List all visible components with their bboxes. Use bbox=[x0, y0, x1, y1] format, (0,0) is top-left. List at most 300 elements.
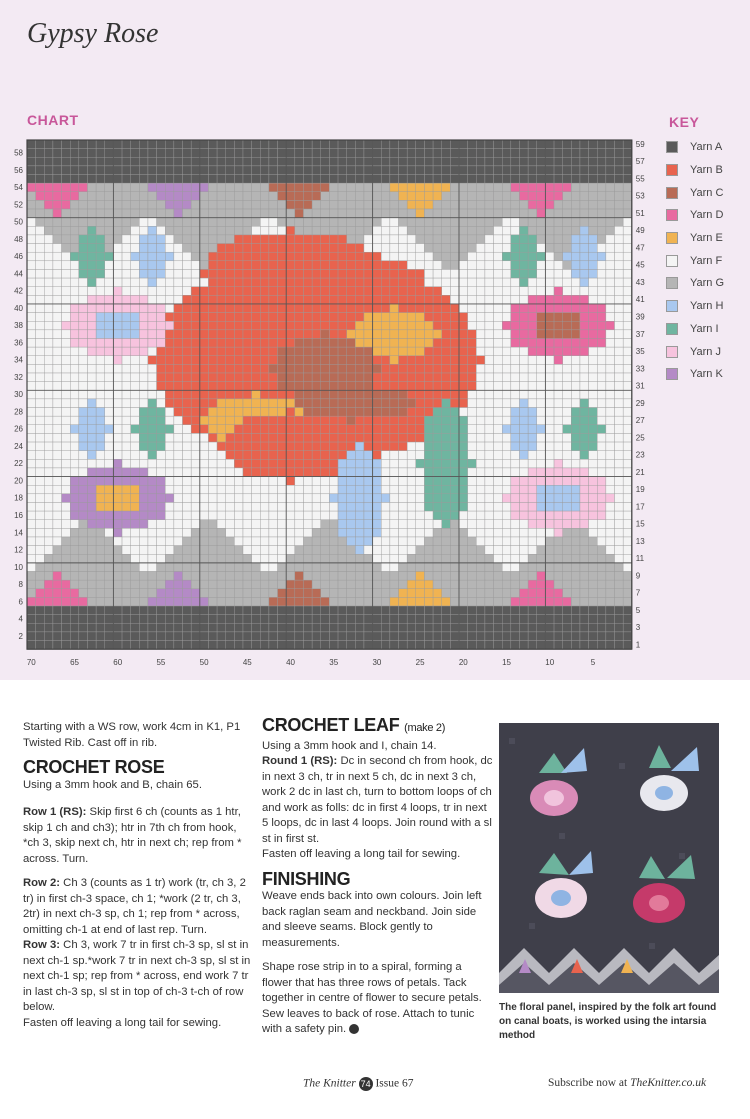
chart-cell bbox=[597, 347, 606, 356]
chart-cell bbox=[148, 390, 157, 399]
chart-cell bbox=[70, 382, 79, 391]
chart-cell bbox=[580, 623, 589, 632]
chart-cell bbox=[589, 218, 598, 227]
website-link[interactable]: TheKnitter.co.uk bbox=[630, 1077, 707, 1089]
axis-tick-label: 42 bbox=[14, 286, 23, 296]
chart-cell bbox=[390, 641, 399, 650]
chart-cell bbox=[537, 408, 546, 417]
chart-cell bbox=[390, 382, 399, 391]
chart-cell bbox=[36, 520, 45, 529]
chart-cell bbox=[303, 218, 312, 227]
chart-cell bbox=[416, 563, 425, 572]
chart-cell bbox=[321, 200, 330, 209]
chart-cell bbox=[623, 390, 632, 399]
chart-cell bbox=[468, 390, 477, 399]
chart-cell bbox=[597, 502, 606, 511]
chart-cell bbox=[260, 140, 269, 149]
chart-cell bbox=[381, 537, 390, 546]
chart-cell bbox=[165, 563, 174, 572]
chart-cell bbox=[338, 572, 347, 581]
yarn-label: Yarn E bbox=[690, 232, 723, 245]
chart-cell bbox=[131, 494, 140, 503]
chart-cell bbox=[485, 485, 494, 494]
chart-cell bbox=[131, 502, 140, 511]
chart-cell bbox=[226, 606, 235, 615]
chart-cell bbox=[286, 425, 295, 434]
chart-cell bbox=[442, 382, 451, 391]
chart-cell bbox=[407, 632, 416, 641]
chart-cell bbox=[27, 425, 36, 434]
chart-cell bbox=[537, 390, 546, 399]
chart-cell bbox=[200, 537, 209, 546]
chart-cell bbox=[442, 218, 451, 227]
chart-cell bbox=[571, 295, 580, 304]
chart-cell bbox=[105, 218, 114, 227]
chart-cell bbox=[554, 606, 563, 615]
chart-cell bbox=[623, 416, 632, 425]
chart-cell bbox=[113, 390, 122, 399]
chart-cell bbox=[623, 382, 632, 391]
yarn-label: Yarn I bbox=[690, 322, 719, 335]
chart-cell bbox=[234, 166, 243, 175]
chart-cell bbox=[269, 589, 278, 598]
chart-cell bbox=[139, 408, 148, 417]
chart-cell bbox=[545, 580, 554, 589]
yarn-swatch bbox=[666, 277, 678, 289]
chart-cell bbox=[606, 502, 615, 511]
chart-cell bbox=[96, 494, 105, 503]
chart-cell bbox=[537, 252, 546, 261]
chart-cell bbox=[260, 347, 269, 356]
chart-cell bbox=[148, 252, 157, 261]
chart-cell bbox=[338, 304, 347, 313]
chart-cell bbox=[580, 554, 589, 563]
chart-cell bbox=[364, 313, 373, 322]
key-item bbox=[666, 318, 746, 341]
chart-cell bbox=[373, 597, 382, 606]
chart-cell bbox=[615, 226, 624, 235]
chart-cell bbox=[606, 364, 615, 373]
chart-cell bbox=[295, 252, 304, 261]
chart-cell bbox=[399, 157, 408, 166]
chart-cell bbox=[355, 321, 364, 330]
chart-cell bbox=[407, 166, 416, 175]
chart-cell bbox=[554, 261, 563, 270]
chart-cell bbox=[589, 157, 598, 166]
chart-cell bbox=[537, 330, 546, 339]
chart-cell bbox=[442, 511, 451, 520]
chart-cell bbox=[416, 295, 425, 304]
chart-cell bbox=[200, 425, 209, 434]
chart-cell bbox=[79, 494, 88, 503]
chart-cell bbox=[606, 209, 615, 218]
chart-cell bbox=[373, 209, 382, 218]
chart-cell bbox=[79, 572, 88, 581]
chart-cell bbox=[105, 209, 114, 218]
chart-cell bbox=[329, 520, 338, 529]
chart-cell bbox=[519, 382, 528, 391]
chart-cell bbox=[519, 580, 528, 589]
chart-cell bbox=[459, 373, 468, 382]
chart-cell bbox=[338, 382, 347, 391]
chart-cell bbox=[433, 269, 442, 278]
chart-cell bbox=[502, 408, 511, 417]
chart-cell bbox=[96, 200, 105, 209]
chart-cell bbox=[278, 140, 287, 149]
chart-cell bbox=[424, 183, 433, 192]
chart-cell bbox=[191, 287, 200, 296]
chart-cell bbox=[606, 433, 615, 442]
chart-cell bbox=[597, 252, 606, 261]
chart-cell bbox=[157, 632, 166, 641]
chart-cell bbox=[269, 321, 278, 330]
chart-cell bbox=[87, 261, 96, 270]
chart-cell bbox=[157, 261, 166, 270]
chart-cell bbox=[174, 442, 183, 451]
chart-cell bbox=[70, 373, 79, 382]
chart-cell bbox=[286, 580, 295, 589]
chart-cell bbox=[174, 597, 183, 606]
chart-cell bbox=[165, 183, 174, 192]
chart-cell bbox=[53, 563, 62, 572]
chart-cell bbox=[485, 451, 494, 460]
chart-cell bbox=[476, 287, 485, 296]
chart-cell bbox=[191, 321, 200, 330]
chart-cell bbox=[329, 287, 338, 296]
chart-cell bbox=[615, 373, 624, 382]
chart-cell bbox=[459, 278, 468, 287]
chart-cell bbox=[347, 149, 356, 158]
chart-cell bbox=[260, 313, 269, 322]
chart-cell bbox=[502, 157, 511, 166]
chart-cell bbox=[537, 166, 546, 175]
chart-cell bbox=[217, 261, 226, 270]
key-item bbox=[666, 136, 746, 159]
chart-cell bbox=[243, 606, 252, 615]
chart-cell bbox=[554, 554, 563, 563]
chart-cell bbox=[563, 468, 572, 477]
chart-cell bbox=[183, 364, 192, 373]
chart-cell bbox=[122, 632, 131, 641]
chart-cell bbox=[208, 200, 217, 209]
chart-cell bbox=[312, 149, 321, 158]
chart-cell bbox=[208, 356, 217, 365]
chart-cell bbox=[519, 451, 528, 460]
chart-cell bbox=[606, 149, 615, 158]
chart-cell bbox=[122, 183, 131, 192]
chart-cell bbox=[442, 451, 451, 460]
chart-cell bbox=[70, 546, 79, 555]
chart-cell bbox=[234, 200, 243, 209]
chart-cell bbox=[70, 641, 79, 650]
chart-cell bbox=[329, 278, 338, 287]
chart-cell bbox=[468, 226, 477, 235]
chart-cell bbox=[545, 485, 554, 494]
chart-cell bbox=[165, 382, 174, 391]
chart-cell bbox=[450, 425, 459, 434]
chart-cell bbox=[62, 192, 71, 201]
chart-cell bbox=[131, 528, 140, 537]
chart-cell bbox=[303, 175, 312, 184]
chart-cell bbox=[433, 597, 442, 606]
chart-cell bbox=[53, 244, 62, 253]
chart-cell bbox=[373, 442, 382, 451]
chart-cell bbox=[303, 572, 312, 581]
chart-cell bbox=[105, 433, 114, 442]
chart-cell bbox=[157, 356, 166, 365]
chart-cell bbox=[381, 641, 390, 650]
chart-cell bbox=[260, 623, 269, 632]
chart-cell bbox=[571, 546, 580, 555]
chart-cell bbox=[450, 572, 459, 581]
chart-cell bbox=[208, 408, 217, 417]
chart-cell bbox=[226, 451, 235, 460]
chart-cell bbox=[44, 157, 53, 166]
chart-cell bbox=[243, 287, 252, 296]
chart-cell bbox=[468, 615, 477, 624]
chart-cell bbox=[329, 597, 338, 606]
chart-cell bbox=[27, 192, 36, 201]
chart-cell bbox=[347, 166, 356, 175]
chart-cell bbox=[347, 528, 356, 537]
chart-cell bbox=[131, 451, 140, 460]
chart-cell bbox=[303, 364, 312, 373]
chart-cell bbox=[545, 433, 554, 442]
chart-cell bbox=[27, 235, 36, 244]
chart-cell bbox=[105, 572, 114, 581]
chart-cell bbox=[234, 615, 243, 624]
chart-cell bbox=[87, 140, 96, 149]
chart-cell bbox=[96, 192, 105, 201]
chart-cell bbox=[252, 261, 261, 270]
chart-cell bbox=[338, 606, 347, 615]
chart-cell bbox=[433, 451, 442, 460]
chart-cell bbox=[545, 364, 554, 373]
chart-cell bbox=[243, 166, 252, 175]
chart-cell bbox=[157, 244, 166, 253]
chart-cell bbox=[269, 347, 278, 356]
chart-cell bbox=[468, 321, 477, 330]
chart-cell bbox=[554, 356, 563, 365]
chart-cell bbox=[191, 218, 200, 227]
chart-cell bbox=[623, 468, 632, 477]
chart-cell bbox=[200, 563, 209, 572]
chart-cell bbox=[571, 364, 580, 373]
chart-cell bbox=[36, 192, 45, 201]
chart-cell bbox=[113, 347, 122, 356]
chart-cell bbox=[243, 175, 252, 184]
chart-cell bbox=[79, 373, 88, 382]
chart-cell bbox=[615, 287, 624, 296]
chart-cell bbox=[96, 606, 105, 615]
chart-cell bbox=[433, 175, 442, 184]
chart-cell bbox=[252, 166, 261, 175]
chart-cell bbox=[424, 425, 433, 434]
chart-cell bbox=[502, 597, 511, 606]
chart-cell bbox=[407, 269, 416, 278]
chart-cell bbox=[468, 261, 477, 270]
chart-cell bbox=[485, 295, 494, 304]
chart-cell bbox=[407, 226, 416, 235]
chart-cell bbox=[606, 477, 615, 486]
chart-cell bbox=[191, 261, 200, 270]
chart-cell bbox=[338, 356, 347, 365]
chart-cell bbox=[122, 157, 131, 166]
chart-cell bbox=[269, 313, 278, 322]
chart-cell bbox=[338, 408, 347, 417]
chart-cell bbox=[433, 632, 442, 641]
chart-cell bbox=[606, 278, 615, 287]
chart-cell bbox=[217, 528, 226, 537]
chart-cell bbox=[131, 477, 140, 486]
chart-cell bbox=[148, 330, 157, 339]
chart-cell bbox=[312, 338, 321, 347]
chart-cell bbox=[528, 244, 537, 253]
chart-cell bbox=[44, 632, 53, 641]
chart-cell bbox=[105, 382, 114, 391]
chart-cell bbox=[615, 606, 624, 615]
chart-cell bbox=[226, 641, 235, 650]
chart-cell bbox=[381, 546, 390, 555]
chart-cell bbox=[381, 252, 390, 261]
chart-cell bbox=[433, 572, 442, 581]
chart-cell bbox=[416, 451, 425, 460]
chart-cell bbox=[243, 157, 252, 166]
chart-cell bbox=[105, 546, 114, 555]
chart-cell bbox=[87, 615, 96, 624]
chart-cell bbox=[234, 589, 243, 598]
chart-cell bbox=[606, 641, 615, 650]
chart-cell bbox=[87, 157, 96, 166]
chart-cell bbox=[269, 459, 278, 468]
chart-cell bbox=[399, 468, 408, 477]
chart-cell bbox=[623, 278, 632, 287]
chart-cell bbox=[589, 390, 598, 399]
chart-cell bbox=[615, 433, 624, 442]
chart-cell bbox=[200, 459, 209, 468]
chart-cell bbox=[399, 546, 408, 555]
chart-cell bbox=[373, 572, 382, 581]
chart-cell bbox=[165, 408, 174, 417]
chart-cell bbox=[442, 597, 451, 606]
chart-cell bbox=[476, 451, 485, 460]
chart-cell bbox=[442, 175, 451, 184]
chart-cell bbox=[113, 459, 122, 468]
chart-cell bbox=[321, 459, 330, 468]
chart-cell bbox=[416, 269, 425, 278]
chart-cell bbox=[148, 218, 157, 227]
chart-cell bbox=[347, 192, 356, 201]
chart-cell bbox=[96, 572, 105, 581]
chart-cell bbox=[27, 175, 36, 184]
chart-cell bbox=[494, 468, 503, 477]
chart-cell bbox=[148, 451, 157, 460]
chart-cell bbox=[105, 442, 114, 451]
chart-cell bbox=[321, 528, 330, 537]
chart-cell bbox=[545, 459, 554, 468]
chart-cell bbox=[424, 563, 433, 572]
chart-cell bbox=[36, 494, 45, 503]
chart-cell bbox=[260, 226, 269, 235]
chart-cell bbox=[208, 623, 217, 632]
chart-cell bbox=[355, 425, 364, 434]
chart-cell bbox=[390, 175, 399, 184]
chart-cell bbox=[139, 347, 148, 356]
chart-cell bbox=[269, 528, 278, 537]
chart-cell bbox=[338, 511, 347, 520]
chart-cell bbox=[139, 623, 148, 632]
chart-cell bbox=[87, 252, 96, 261]
chart-cell bbox=[399, 477, 408, 486]
chart-cell bbox=[597, 597, 606, 606]
chart-cell bbox=[347, 140, 356, 149]
chart-cell bbox=[468, 572, 477, 581]
chart-cell bbox=[450, 399, 459, 408]
chart-cell bbox=[442, 261, 451, 270]
axis-tick-label: 21 bbox=[635, 467, 645, 477]
chart-cell bbox=[390, 632, 399, 641]
chart-cell bbox=[407, 261, 416, 270]
chart-cell bbox=[234, 408, 243, 417]
chart-cell bbox=[53, 399, 62, 408]
chart-cell bbox=[122, 390, 131, 399]
chart-cell bbox=[226, 338, 235, 347]
chart-cell bbox=[183, 597, 192, 606]
chart-cell bbox=[157, 416, 166, 425]
chart-cell bbox=[208, 192, 217, 201]
chart-cell bbox=[338, 252, 347, 261]
chart-cell bbox=[399, 433, 408, 442]
chart-cell bbox=[494, 218, 503, 227]
chart-cell bbox=[122, 175, 131, 184]
chart-cell bbox=[286, 597, 295, 606]
chart-cell bbox=[399, 356, 408, 365]
chart-cell bbox=[312, 563, 321, 572]
chart-cell bbox=[165, 416, 174, 425]
chart-cell bbox=[355, 390, 364, 399]
chart-cell bbox=[53, 166, 62, 175]
chart-cell bbox=[148, 226, 157, 235]
chart-cell bbox=[615, 321, 624, 330]
chart-cell bbox=[36, 399, 45, 408]
chart-cell bbox=[200, 321, 209, 330]
chart-cell bbox=[563, 364, 572, 373]
chart-cell bbox=[424, 261, 433, 270]
chart-cell bbox=[494, 459, 503, 468]
chart-cell bbox=[191, 572, 200, 581]
chart-cell bbox=[226, 390, 235, 399]
chart-cell bbox=[563, 606, 572, 615]
chart-cell bbox=[278, 218, 287, 227]
chart-cell bbox=[113, 235, 122, 244]
chart-cell bbox=[545, 200, 554, 209]
chart-cell bbox=[407, 321, 416, 330]
chart-cell bbox=[623, 364, 632, 373]
chart-cell bbox=[87, 554, 96, 563]
chart-cell bbox=[347, 425, 356, 434]
chart-cell bbox=[157, 166, 166, 175]
chart-cell bbox=[563, 546, 572, 555]
chart-cell bbox=[79, 356, 88, 365]
chart-cell bbox=[571, 166, 580, 175]
chart-cell bbox=[424, 347, 433, 356]
axis-tick-label: 23 bbox=[635, 450, 645, 460]
chart-cell bbox=[485, 261, 494, 270]
chart-cell bbox=[208, 347, 217, 356]
chart-cell bbox=[191, 615, 200, 624]
chart-cell bbox=[157, 269, 166, 278]
chart-cell bbox=[312, 261, 321, 270]
